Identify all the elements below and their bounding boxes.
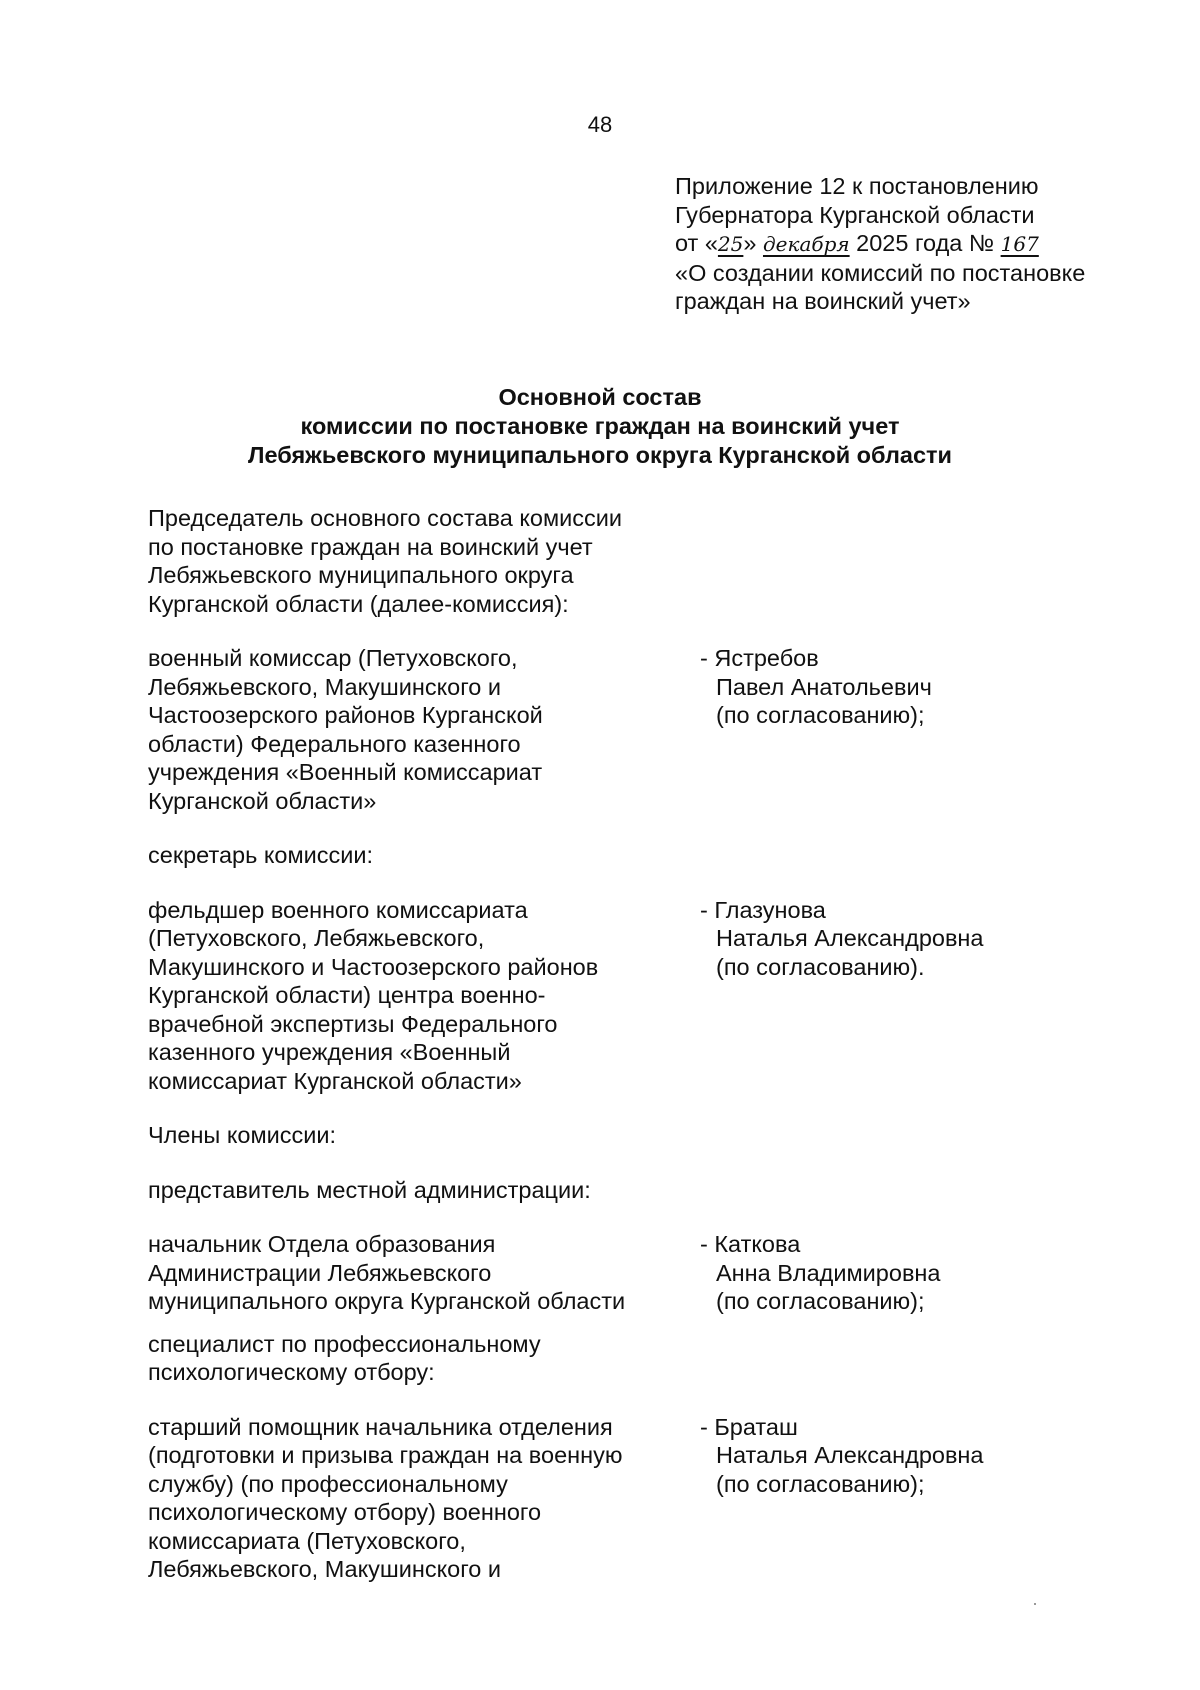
local-admin-heading: представитель местной администрации:: [148, 1176, 591, 1203]
appendix-line: Губернатора Курганской области: [675, 201, 1035, 228]
member-position: [148, 1413, 700, 1584]
chair-heading-line: Курганской области (далее-комиссия):: [148, 590, 569, 617]
position-line: старший помощник начальника отделения: [148, 1413, 613, 1440]
name-line: - Глазунова: [700, 896, 826, 923]
date-year: 2025 года №: [849, 230, 1001, 256]
name-line: - Ястребов: [700, 645, 819, 671]
appendix-line: «О создании комиссий по постановке: [675, 259, 1086, 286]
psych-heading: [148, 1330, 1148, 1387]
document-title: [0, 383, 1200, 470]
appendix-line: Приложение 12 к постановлению: [675, 173, 1039, 199]
position-line: Лебяжьевского, Макушинского и: [148, 673, 502, 700]
position-line: Курганской области) центра военно-: [148, 982, 546, 1008]
name-line: (по согласованию);: [716, 1288, 925, 1314]
date-mid: »: [743, 230, 763, 256]
position-line: казенного учреждения «Военный: [148, 1039, 511, 1065]
member-name: [700, 644, 1148, 815]
name-line: (по согласованию).: [716, 953, 925, 980]
members-heading: Члены комиссии:: [148, 1122, 337, 1148]
psych-heading-line: специалист по профессиональному: [148, 1330, 541, 1357]
page-number: 48: [587, 112, 613, 137]
position-line: Частоозерского районов Курганской: [148, 702, 543, 728]
handwritten-month: декабря: [762, 232, 850, 256]
appendix-block: [675, 172, 1175, 316]
position-line: Макушинского и Частоозерского районов: [148, 953, 599, 980]
name-line: Наталья Александровна: [716, 925, 984, 951]
chair-heading-line: Лебяжьевского муниципального округа: [148, 562, 574, 588]
name-line: Павел Анатольевич: [716, 673, 932, 700]
position-line: службу) (по профессиональному: [148, 1470, 508, 1497]
appendix-date-line: [675, 229, 1175, 259]
handwritten-number: 167: [1000, 232, 1039, 256]
name-line: (по согласованию);: [716, 1470, 925, 1497]
commission-roster: [148, 504, 1148, 1610]
position-line: (подготовки и призыва граждан на военную: [148, 1442, 623, 1468]
position-line: (Петуховского, Лебяжьевского,: [148, 925, 485, 951]
member-name: [700, 896, 1148, 1096]
title-line: Лебяжьевского муниципального округа Курганской области: [248, 442, 952, 468]
member-name: [700, 1230, 1148, 1316]
position-line: военный комиссар (Петуховского,: [148, 645, 518, 671]
title-line: комиссии по постановке граждан на воинский учет: [300, 413, 900, 439]
member-name: [700, 1413, 1148, 1584]
position-line: психологическому отбору) военного: [148, 1499, 542, 1525]
member-position: [148, 896, 700, 1096]
position-line: комиссариат Курганской области»: [148, 1067, 522, 1094]
psych-heading-line: психологическому отбору:: [148, 1359, 435, 1385]
member-row-chair: [148, 644, 1148, 815]
position-line: начальник Отдела образования: [148, 1231, 496, 1257]
member-position: [148, 644, 700, 815]
member-row-psych: [148, 1413, 1148, 1584]
handwritten-day: 25: [717, 232, 744, 256]
position-line: Курганской области»: [148, 787, 377, 814]
chair-heading-line: Председатель основного состава комиссии: [148, 505, 622, 531]
date-prefix: от «: [675, 230, 718, 256]
name-line: - Браташ: [700, 1413, 798, 1440]
chair-heading: [148, 504, 1148, 618]
appendix-line: граждан на воинский учет»: [675, 288, 971, 314]
title-line: Основной состав: [498, 384, 702, 410]
member-row-secretary: [148, 896, 1148, 1096]
chair-heading-line: по постановке граждан на воинский учет: [148, 533, 593, 560]
position-line: Администрации Лебяжьевского: [148, 1259, 492, 1286]
position-line: учреждения «Военный комиссариат: [148, 759, 543, 785]
position-line: комиссариата (Петуховского,: [148, 1527, 466, 1554]
position-line: врачебной экспертизы Федерального: [148, 1010, 558, 1037]
member-row-local-admin: [148, 1230, 1148, 1316]
secretary-heading: секретарь комиссии:: [148, 842, 374, 868]
scan-speck: [1034, 1603, 1036, 1605]
position-line: области) Федерального казенного: [148, 730, 521, 757]
name-line: - Каткова: [700, 1231, 801, 1257]
position-line: Лебяжьевского, Макушинского и: [148, 1556, 502, 1582]
name-line: (по согласованию);: [716, 702, 925, 728]
position-line: муниципального округа Курганской области: [148, 1288, 626, 1314]
name-line: Анна Владимировна: [716, 1259, 941, 1286]
member-position: [148, 1230, 700, 1316]
position-line: фельдшер военного комиссариата: [148, 896, 528, 923]
name-line: Наталья Александровна: [716, 1442, 984, 1468]
